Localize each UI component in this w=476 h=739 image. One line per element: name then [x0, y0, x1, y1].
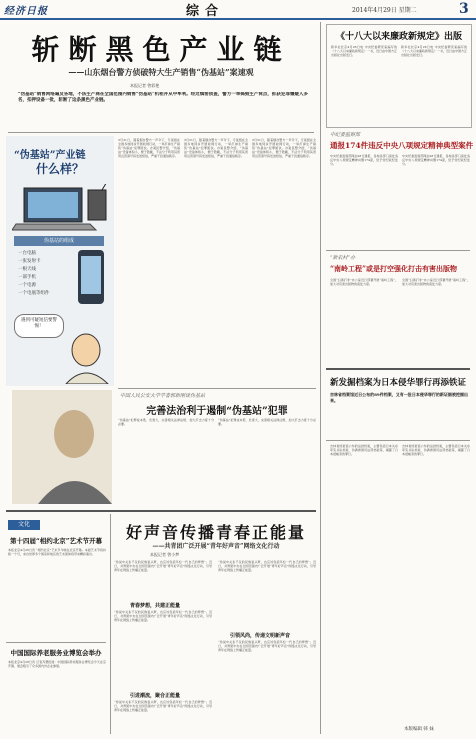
left-body-1: 本报北京4月28日讯 “相约北京”艺术节今晚在北京开幕。本届艺术节将持续一个月，来自世界多个国家和地区的艺术团体将带来精彩演出。 — [8, 548, 106, 556]
list-item: 一个电源 — [18, 283, 36, 288]
left-headline-1: 第十四届“相约北京”艺术节开幕 — [10, 537, 102, 545]
divider — [6, 642, 106, 643]
sidebar-headline: 完善法治利于遏制“伪基站”犯罪 — [146, 406, 288, 417]
divider — [326, 440, 470, 441]
right-bottom-intro: 吉林省档案馆近日公布的89件档案，又有一批日本侵华罪行的新证据被挖掘出来。 — [330, 392, 468, 403]
sidebar-body-col-2: “伪基站”犯罪成本低、危害大，完善相关法律法规、加大打击力度十分必要。 — [218, 418, 316, 426]
bottom-body-col-2b: “你说中关系不仅的民族复兴梦，也应该包括年轻一代自己的梦想”。近日，共青团中央在全国范围内广泛开展“青年好声音”网络文化行动，引导青年在网络上传播正能量。 — [218, 640, 316, 652]
laptop-icon — [12, 184, 112, 232]
divider — [326, 250, 470, 251]
section-title: 综合 — [186, 4, 225, 19]
bottom-headline: 好声音传播青春正能量 — [125, 523, 306, 542]
right-bottom-body-1: 吉林省档案馆公布的这批档案，主要包括日本关东军宪兵队档案、伪满洲国司法部档案等，揭露了日本侵略者的罪行。 — [330, 444, 398, 456]
column-divider — [320, 22, 321, 734]
right-mid-body-2: 中央纪委监察部网站28日通报，各地各部门查处违反中央八项规定精神问题174起，给予党纪政纪处分。 — [402, 154, 470, 166]
bottom-body-col-1b: “你说中关系不仅的民族复兴梦，也应该包括年轻一代自己的梦想”。近日，共青团中央在全国范围内广泛开展“青年好声音”网络文化行动，引导青年在网络上传播正能量。 — [114, 610, 212, 622]
bottom-byline: 本报记者 曾小梦 — [150, 552, 180, 557]
editor-line: 本版编辑 韩 妹 — [404, 727, 434, 732]
phone-icon — [74, 248, 108, 308]
lead-body-col-2: 3月31日，随着烟台警方一声令下，专案组在全国多地同步开展收网行动，一举打掉生产销售“伪基站”犯罪团伙。办案民警介绍，“伪基站”设备体积小，便于隐藏，不法分子利用其冒用运营商号码发送短信，严重干扰通信秩序。 — [184, 138, 248, 158]
page-header — [0, 0, 476, 20]
bottom-subheadline: ——共青团广泛开展“青年好声音”网络文化行动 — [152, 543, 280, 550]
portrait-photo-icon — [12, 390, 112, 504]
masthead: 经济日报 — [4, 6, 48, 17]
bottom-section-3: 引进潮流，聚合正能量 — [130, 693, 181, 699]
bottom-section-1: 青春梦想，共建正能量 — [130, 603, 181, 609]
page-number: 3 — [459, 1, 469, 17]
right-top-headline: 《十八大以来廉政新规定》出版 — [335, 32, 462, 42]
bottom-body-col-1c: “你说中关系不仅的民族复兴梦，也应该包括年轻一代自己的梦想”。近日，共青团中央在全国范围内广泛开展“青年好声音”网络文化行动，引导青年在网络上传播正能量。 — [114, 700, 212, 712]
bottom-section-2: 引领风尚，传递文明新声音 — [230, 633, 291, 639]
sidebar-kicker: 中国人民公安大学学者郭新刚谈伪基站 — [120, 393, 206, 399]
list-item: 一张发射卡 — [18, 259, 41, 264]
person-illustration-icon — [56, 332, 112, 384]
component-list — [18, 250, 78, 298]
lead-byline: 本报记者 曾彩艳 — [130, 83, 160, 88]
divider — [118, 388, 316, 389]
graphic-title-2: 什么样？ — [36, 162, 85, 176]
right-low-body-1: 全国“扫黄打非”办公室近日部署开展“南岭工程”，加大对有害出版物的查处力度。 — [330, 278, 398, 286]
speech-bubble: 遇到可疑短信要警惕！ — [14, 314, 64, 338]
lead-body-col-1: 3月31日，随着烟台警方一声令下，专案组在全国多地同步开展收网行动，一举打掉生产销售“伪基站”犯罪团伙。办案民警介绍，“伪基站”设备体积小，便于隐藏，不法分子利用其冒用运营商号码发送短信，严重干扰通信秩序。 — [118, 138, 180, 158]
lead-body-col-3: 3月31日，随着烟台警方一声令下，专案组在全国多地同步开展收网行动，一举打掉生产销售“伪基站”犯罪团伙。办案民警介绍，“伪基站”设备体积小，便于隐藏，不法分子利用其冒用运营商号码发送短信，严重干扰通信秩序。 — [252, 138, 316, 158]
right-low-kicker: “新农村”办 — [330, 255, 356, 261]
divider — [6, 510, 316, 512]
right-low-body-2: 全国“扫黄打非”办公室近日部署开展“南岭工程”，加大对有害出版物的查处力度。 — [402, 278, 470, 286]
left-body-2: 本报北京4月28日讯 记者齐慧报道：中国国际养老服务业博览会今天在京开幕，展会吸引了众多国内外企业参展。 — [8, 660, 106, 668]
right-top-body-1: 新华社北京4月28日电 中央纪委研究室编写的《十八大以来廉政新规定》一书，近日由中国方正出版社出版发行。 — [331, 45, 397, 57]
right-mid-headline: 通报174件违反中央八项规定精神典型案件 — [330, 141, 474, 150]
right-mid-body-1: 中央纪委监察部网站28日通报，各地各部门查处违反中央八项规定精神问题174起，给予党纪政纪处分。 — [330, 154, 398, 166]
right-bottom-headline: 新发掘档案为日本侵华罪行再添铁证 — [329, 378, 466, 388]
right-bottom-body-2: 吉林省档案馆公布的这批档案，主要包括日本关东军宪兵队档案、伪满洲国司法部档案等，揭露了日本侵略者的罪行。 — [402, 444, 470, 456]
infographic — [6, 136, 114, 386]
list-item: 一个电瓶等组件 — [18, 291, 50, 296]
dateline: 2014年4月29日 星期二 — [352, 7, 417, 14]
left-headline-2: 中国国际养老服务业博览会举办 — [10, 649, 102, 657]
section-tag: 文化 — [8, 520, 40, 530]
items-label: 伪基站的组成 — [14, 236, 104, 246]
divider — [326, 368, 470, 370]
list-item: 一根天线 — [18, 267, 36, 272]
right-low-headline: “南岭工程”或是打空强化打击有害出版物 — [330, 264, 458, 273]
bottom-body-col-2: “你说中关系不仅的民族复兴梦，也应该包括年轻一代自己的梦想”。近日，共青团中央在全国范围内广泛开展“青年好声音”网络文化行动，引导青年在网络上传播正能量。 — [218, 560, 316, 572]
sidebar-body-col-1: “伪基站”犯罪成本低、危害大，完善相关法律法规、加大打击力度十分必要。 — [118, 418, 214, 426]
photo — [12, 390, 112, 504]
lead-subheadline: ——山东烟台警方侦破特大生产销售“伪基站”案速观 — [68, 67, 254, 77]
right-top-body-2: 新华社北京4月28日电 中央纪委研究室编写的《十八大以来廉政新规定》一书，近日由中国方正出版社出版发行。 — [401, 45, 467, 57]
divider — [8, 132, 314, 133]
lead-intro: “伪基站”销售网络遍及各地，不法生产商在全国范围内销售“伪基站”机柜并从中牟利。经过缜密侦查，警方一举捣毁生产窝点，抓获犯罪嫌疑人多名，扣押设备一批，斩断了这条黑色产业链。 — [18, 92, 308, 103]
graphic-title-1: “伪基站”产业链 — [14, 150, 86, 161]
right-top-box — [326, 24, 472, 128]
column-divider — [110, 514, 111, 734]
list-item: 一部手机 — [18, 275, 36, 280]
bottom-body-col-1: “你说中关系不仅的民族复兴梦，也应该包括年轻一代自己的梦想”。近日，共青团中央在全国范围内广泛开展“青年好声音”网络文化行动，引导青年在网络上传播正能量。 — [114, 560, 212, 572]
right-mid-kicker: 中纪委监察部 — [330, 132, 361, 138]
list-item: 一台电脑 — [18, 251, 36, 256]
lead-headline: 斩断黑色产业链 — [31, 33, 291, 66]
